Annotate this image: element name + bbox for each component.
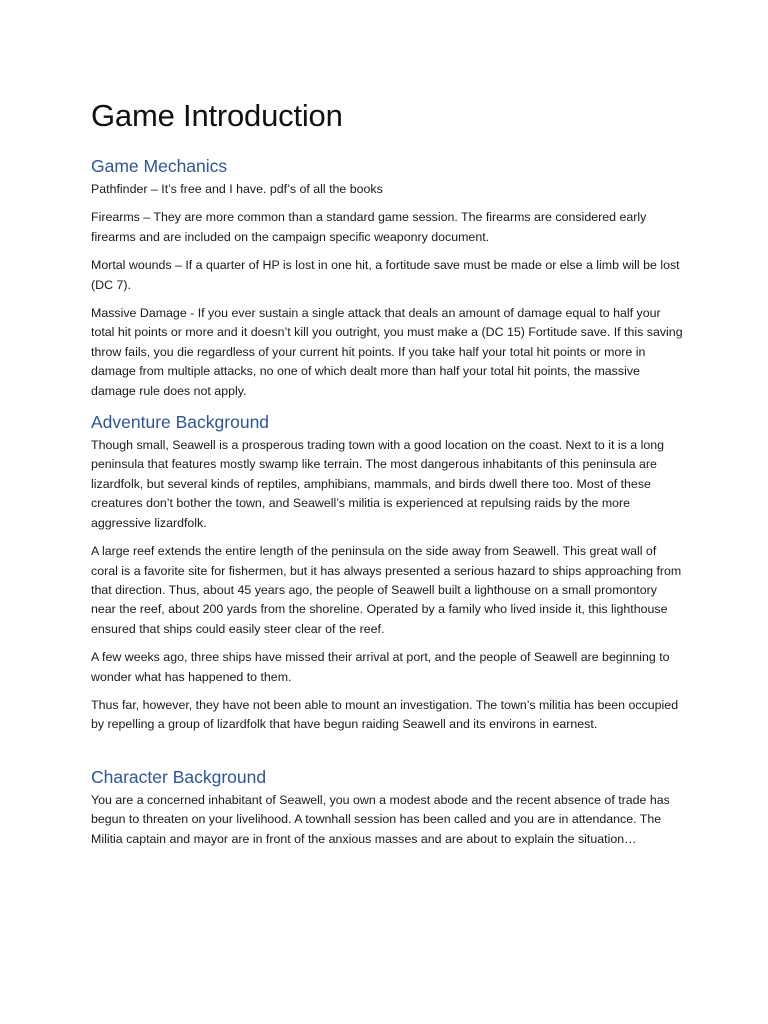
section-heading: Adventure Background bbox=[91, 412, 270, 433]
section-heading: Game Mechanics bbox=[91, 156, 228, 176]
paragraph: Massive Damage - If you ever sustain a single attack that deals an amount of damage equal to half your total hit points or more and it doesn’t kill you outright, you must make a (DC 15) Fortitude save. If this saving throw fails, you die regardless of your current hit points. If you take half your total hit points or more in damage from multiple attacks, no one of which dealt more than half your total hit points, the massive damage rule does not apply. bbox=[91, 306, 683, 398]
paragraph: Firearms – They are more common than a standard game session. The firearms are considered early firearms and are included on the campaign specific weaponry document. bbox=[91, 210, 647, 244]
paragraph: Pathfinder – It’s free and I have. pdf’s of all the books bbox=[91, 182, 383, 196]
paragraph: Mortal wounds – If a quarter of HP is lost in one hit, a fortitude save must be made or else a limb will be lost (DC 7). bbox=[91, 258, 680, 292]
section-game-mechanics bbox=[91, 154, 683, 401]
document-page bbox=[91, 96, 683, 858]
section-character-background bbox=[91, 765, 683, 849]
section-adventure-background bbox=[91, 410, 683, 735]
page-title: Game Introduction bbox=[91, 98, 343, 133]
paragraph: A large reef extends the entire length of the peninsula on the side away from Seawell. This great wall of coral is a favorite site for fishermen, but it has always presented a serious hazard to ships approaching from that direction. Thus, about 45 years ago, the people of Seawell built a lighthouse on a small promontory near the reef, about 200 yards from the shoreline. Operated by a family who lived inside it, this lighthouse ensured that ships could easily steer clear of the reef. bbox=[91, 544, 682, 636]
paragraph: You are a concerned inhabitant of Seawell, you own a modest abode and the recent absence of trade has begun to threaten on your livelihood. A townhall session has been called and you are in attendance. The Militia captain and mayor are in front of the anxious masses and are about to explain the situation… bbox=[91, 792, 670, 846]
section-heading: Character Background bbox=[91, 766, 267, 787]
paragraph: Thus far, however, they have not been able to mount an investigation. The town’s militia has been occupied by repelling a group of lizardfolk that have begun raiding Seawell and its environs in earnest. bbox=[91, 697, 679, 732]
paragraph: Though small, Seawell is a prosperous trading town with a good location on the coast. Next to it is a long peninsula that features mostly swamp like terrain. The most dangerous inhabitants of this peninsula are lizardfolk, but several kinds of reptiles, amphibians, mammals, and birds dwell there too. Most of these creatures don’t bother the town, and Seawell’s militia is experienced at repulsing raids by the more aggressive lizardfolk. bbox=[91, 438, 665, 530]
paragraph: A few weeks ago, three ships have missed their arrival at port, and the people of Seawell are beginning to wonder what has happened to them. bbox=[91, 650, 670, 684]
